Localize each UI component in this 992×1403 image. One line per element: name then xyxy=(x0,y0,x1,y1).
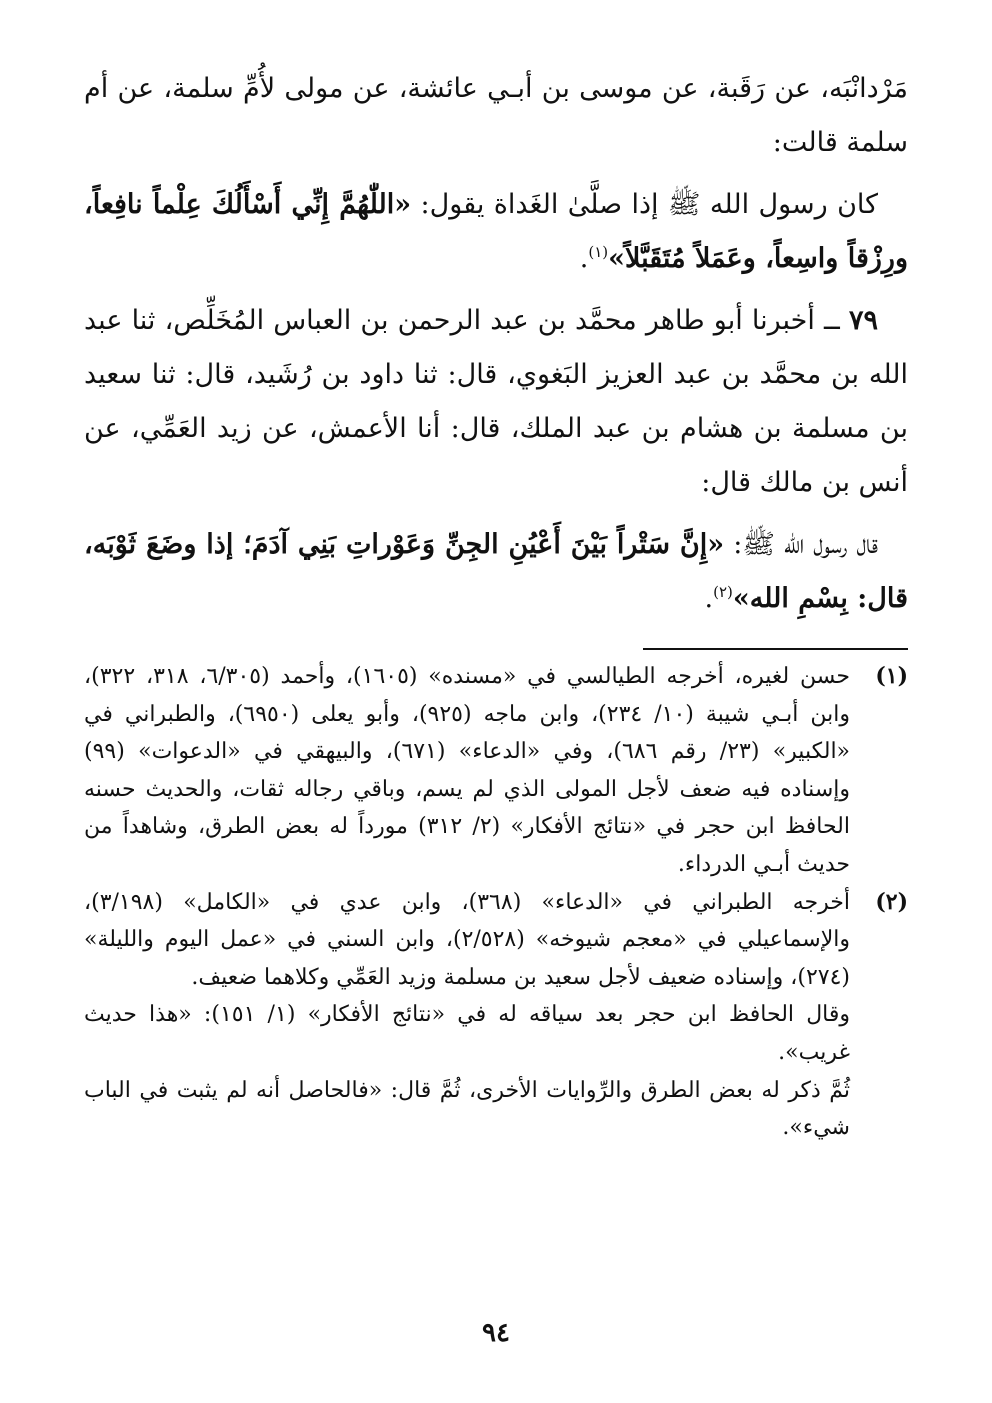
period: . xyxy=(704,583,714,614)
hadith-text: «إِنَّ سَتْراً بَيْنَ أَعْيُنِ الجِنِّ وَعَوْراتِ بَنِي آدَمَ؛ إذا وضَعَ ثَوْبَه، قال: بِسْمِ الله» xyxy=(84,529,908,614)
footnote-ref-2[interactable]: (٢) xyxy=(713,583,733,601)
number-dash: ــ xyxy=(814,305,849,336)
footnote-body xyxy=(84,884,850,1147)
footnote-1 xyxy=(84,658,908,884)
footnote-text: حسن لغيره، أخرجه الطيالسي في «مسنده» (١٦٠٥)، وأحمد (٦/٣٠٥، ٣١٨، ٣٢٢)، وابن أبـي شيبة (١٠/ ٢٣٤)، وابن ماجه (٩٢٥)، وأبو يعلى (٦٩٥٠)، والطبراني في «الكبير» (٢٣/ رقم ٦٨٦)، وفي «الدعاء» (٦٧١)، والبيهقي في «الدعوات» (٩٩) وإسناده فيه ضعف لأجل المولى الذي لم يسم، وباقي رجاله ثقات، والحديث حسنه الحافظ ابن حجر في «نتائج الأفكار» (٢/ ٣١٢) مورداً له بعض الطرق، وشاهداً من حديث أبـي الدرداء. xyxy=(84,664,851,877)
footnote-body xyxy=(84,658,850,884)
footnote-text: أخرجه الطبراني في «الدعاء» (٣٦٨)، وابن عدي في «الكامل» (٣/١٩٨)، والإسماعيلي في «معجم شيوخه» (٢/٥٢٨)، وابن السني في «عمل اليوم والليلة» (٢٧٤)، وإسناده ضعيف لأجل سعيد بن مسلمة وزيد العَمِّي وكلاهما ضعيف. xyxy=(84,889,850,990)
footnote-ref-1[interactable]: (١) xyxy=(588,243,609,261)
page-number: ٩٤ xyxy=(482,1318,510,1348)
footnote-separator xyxy=(643,648,908,650)
paragraph-hadith-79-chain xyxy=(84,294,908,510)
paragraph-hadith-78 xyxy=(84,178,908,286)
footnote-text: وقال الحافظ ابن حجر بعد سياقه له في «نتائج الأفكار» (١/ ١٥١): «هذا حديث غريب». xyxy=(84,1002,851,1065)
dua-text: «اللّٰهُمَّ إِنِّي أَسْأَلُكَ عِلْماً نافِعاً، ورِزْقاً واسِعاً، وعَمَلاً مُتَقَبَّلاً» xyxy=(84,189,908,274)
isnad-text: أخبرنا أبو طاهر محمَّد بن عبد الرحمن بن العباس المُخَلِّص، ثنا عبد الله بن محمَّد بن عبد العزيز البَغوي، قال: ثنا داود بن رُشَيد، قال: ثنا سعيد بن مسلمة بن هشام بن عبد الملك، قال: أنا الأعمش، عن زيد العَمِّي، عن أنس بن مالك قال: xyxy=(84,305,908,498)
hadith-intro: قال رسول الله ﷺ: xyxy=(724,529,879,560)
paragraph-hadith-79-text xyxy=(84,518,908,626)
hadith-number: ٧٩ xyxy=(848,305,878,336)
footnote-2 xyxy=(84,884,908,1147)
main-text xyxy=(84,62,908,626)
paragraph-chain-continuation: مَرْدانْبَه، عن رَقَبة، عن موسى بن أبـي عائشة، عن مولى لأُمِّ سلمة، عن أم سلمة قالت: xyxy=(84,73,908,158)
hadith-intro: كان رسول الله ﷺ إذا صلَّىٰ الغَداة يقول: xyxy=(411,189,878,220)
footnotes xyxy=(84,658,908,1147)
footnote-text: ثُمَّ ذكر له بعض الطرق والرِّوايات الأخرى، ثُمَّ قال: «فالحاصل أنه لم يثبت في الباب شيء». xyxy=(84,1077,850,1141)
footnote-mark: (٢) xyxy=(875,888,908,915)
period: . xyxy=(579,243,589,274)
footnote-mark: (١) xyxy=(875,663,908,689)
